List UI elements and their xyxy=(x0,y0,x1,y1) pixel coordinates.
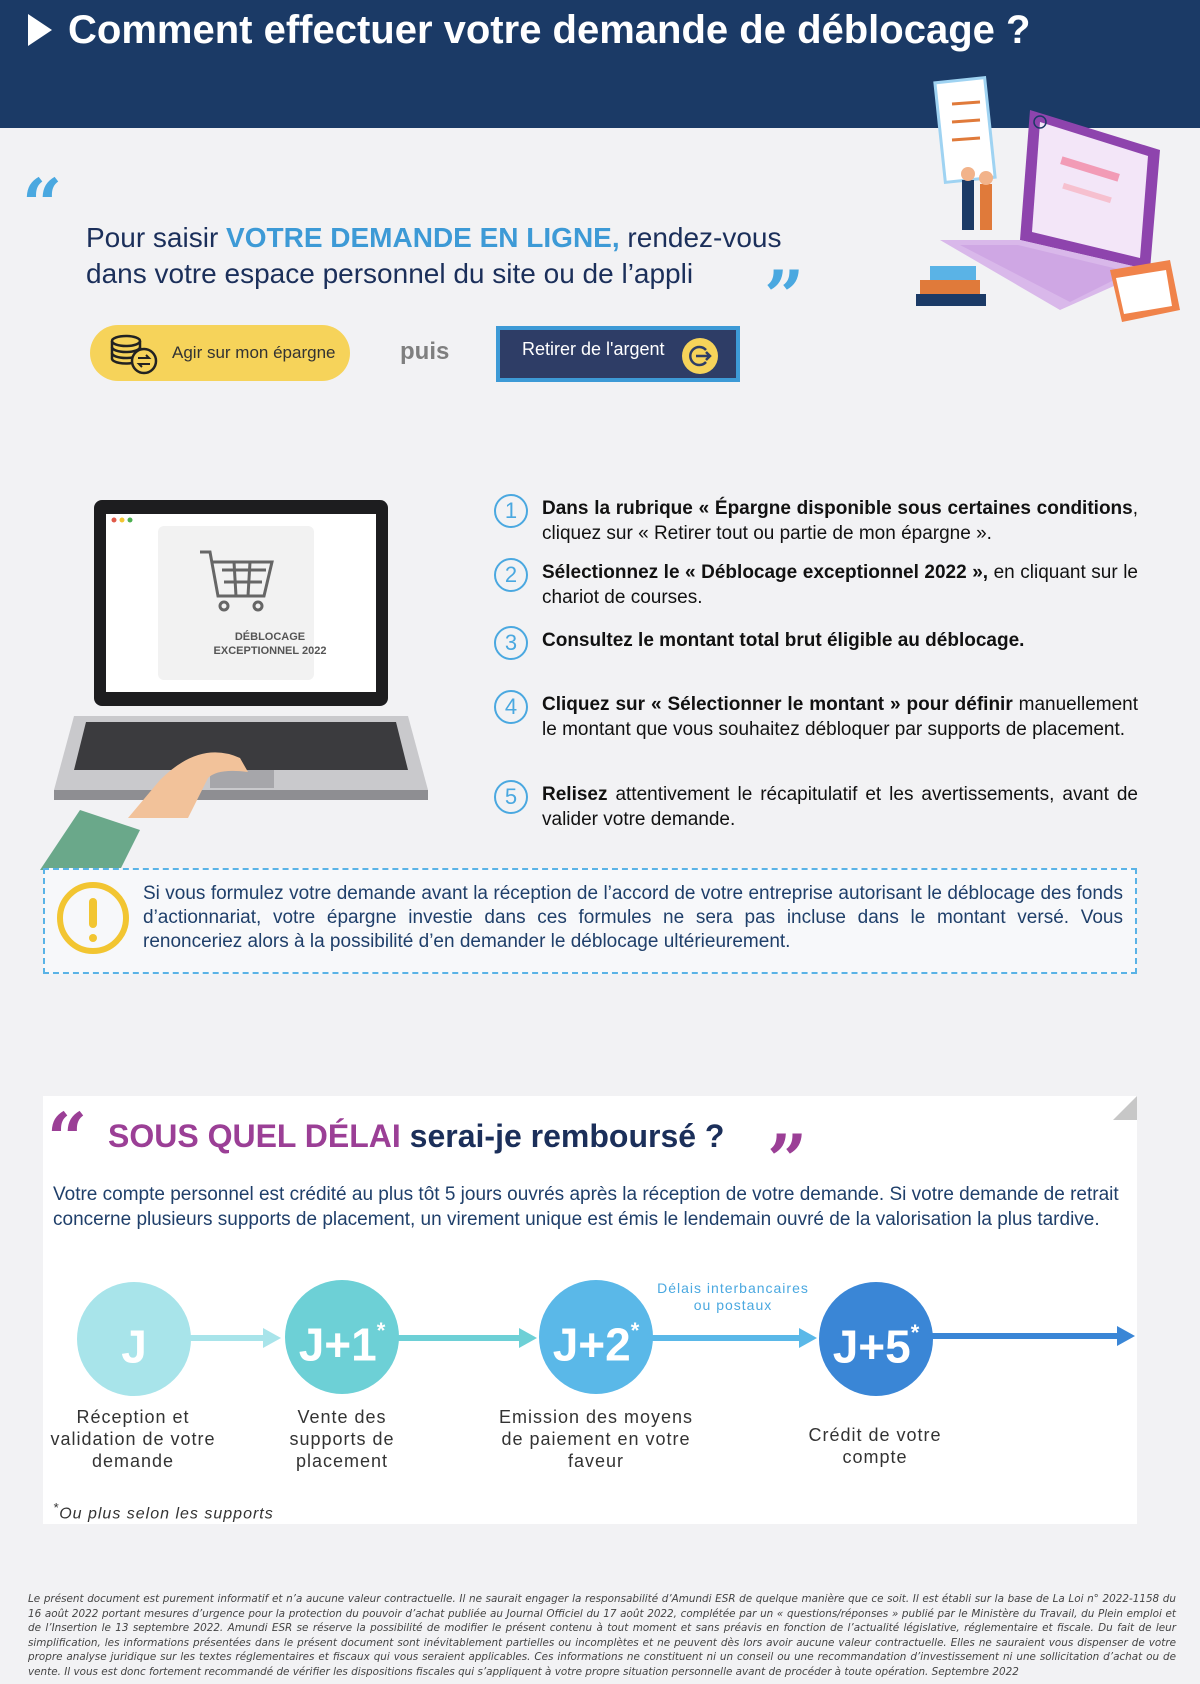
agir-epargne-label: Agir sur mon épargne xyxy=(172,343,336,362)
close-quote-icon: ” xyxy=(764,255,805,338)
list-item: 1 Dans la rubrique « Épargne disponible sous certaines conditions, cliquez sur « Retirer tout ou partie de mon épargne ». xyxy=(490,496,1138,546)
laptop-drawing xyxy=(40,490,440,870)
close-quote-icon: ” xyxy=(767,1119,808,1202)
footnote: *Ou plus selon les supports xyxy=(53,1500,274,1523)
list-item: 2 Sélectionnez le « Déblocage exceptionnel 2022 », en cliquant sur le chariot de courses. xyxy=(490,560,1138,610)
arrow-right-circle-icon xyxy=(682,338,718,374)
step-number: 4 xyxy=(494,690,528,724)
intro-highlight: VOTRE DEMANDE EN LIGNE, xyxy=(226,222,620,253)
list-item: 4 Cliquez sur « Sélectionner le montant » pour définir manuellement le montant que vous souhaitez débloquer par supports de placement. xyxy=(490,692,1138,742)
delay-section xyxy=(43,1096,1137,1524)
warning-box xyxy=(43,868,1137,974)
timeline-caption: Emission des moyens de paiement en votre faveur xyxy=(498,1407,694,1471)
delay-title: SOUS QUEL DÉLAI serai-je remboursé ? xyxy=(108,1118,725,1154)
legal-disclaimer: Le présent document est purement informatif et n’a aucune valeur contractuelle. Il ne saurait engager la responsabilité d’Amundi ESR de quelque manière que ce soit. Il est établi sur la base de La Loi n° 2022-1158 du 16 août 2022 portant mesures d’urgence pour la protection du pouvoir d’achat publiée au Journal Officiel du 17 août 2022, complétée par un « questions/réponses » publié par le Ministère du Travail, du Plein emploi et de l’Insertion le 13 septembre 2022. Amundi ESR se réserve la possibilité de modifier le présent contenu à tout moment et sans préavis en fonction de l’actualité législative, réglementaire et fiscale. Du fait de leur simplification, les informations présentées dans le présent document sont inévitablement partielles ou incomplètes et ne peuvent dès lors avoir aucune valeur contractuelle. Elles ne sauraient vous dispenser de votre propre analyse juridique sur les textes réglementaires et fiscaux qui vous seraient applicables. Ces informations ne constituent ni un conseil ou une recommandation d’investissement ni une sollicitation d’achat ou de vente. Il vous est donc fortement recommandé de vérifier les dispositions fiscales qui s’appliquent à votre propre situation personnelle avant de procéder à toute opération. Septembre 2022 xyxy=(28,1593,1176,1678)
delay-description: Votre compte personnel est crédité au plus tôt 5 jours ouvrés après la réception de votre demande. Si votre demande de retrait concerne plusieurs supports de placement, un virement unique est émis le lendemain ouvré de la valorisation la plus tardive. xyxy=(53,1184,1119,1230)
coins-exchange-icon xyxy=(106,329,158,377)
list-item: 5 Relisez attentivement le récapitulatif et les avertissements, avant de valider votre demande. xyxy=(490,782,1138,832)
intro-text: Pour saisir VOTRE DEMANDE EN LIGNE, rendez-vous dans votre espace personnel du site ou de l’appli xyxy=(86,222,782,289)
interbank-note: Délais interbancaires ou postaux xyxy=(657,1280,809,1313)
page-title: Comment effectuer votre demande de déblocage ? xyxy=(68,8,1031,52)
laptop-people-illustration xyxy=(900,70,1190,350)
retirer-argent-button[interactable] xyxy=(496,326,740,382)
open-quote-icon: “ xyxy=(47,1097,88,1180)
timeline xyxy=(43,1276,1137,1516)
retirer-argent-label: Retirer de l'argent xyxy=(522,338,665,359)
warning-icon xyxy=(57,882,129,954)
timeline-caption: Vente des supports de placement xyxy=(289,1407,395,1471)
open-quote-icon: “ xyxy=(22,163,63,246)
agir-epargne-button[interactable] xyxy=(90,325,350,381)
step-number: 3 xyxy=(494,626,528,660)
puis-label: puis xyxy=(400,338,450,365)
timeline-step-j2: J+2* xyxy=(539,1280,653,1394)
warning-text: Si vous formulez votre demande avant la réception de l’accord de votre entreprise autorisant le déblocage des fonds d’actionnariat, votre épargne investie dans ces formules ne sera pas incluse dans le montant versé. Vous renonceriez alors à la possibilité d’en demander le déblocage ultérieurement. xyxy=(143,883,1123,952)
list-item: 3 Consultez le montant total brut éligible au déblocage. xyxy=(490,628,1138,653)
laptop-screen-label: DÉBLOCAGE EXCEPTIONNEL 2022 xyxy=(213,631,327,657)
timeline-step-j5: J+5* xyxy=(819,1282,933,1396)
timeline-caption: Réception et validation de votre demande xyxy=(50,1407,216,1471)
step-number: 1 xyxy=(494,494,528,528)
timeline-step-j: J xyxy=(77,1282,191,1396)
play-arrow-icon xyxy=(28,14,52,46)
step-number: 5 xyxy=(494,780,528,814)
step-number: 2 xyxy=(494,558,528,592)
laptop-cart-illustration xyxy=(40,490,440,870)
timeline-step-j1: J+1* xyxy=(285,1280,399,1394)
page-corner-fold xyxy=(1113,1096,1137,1120)
timeline-caption: Crédit de votre compte xyxy=(808,1425,942,1467)
